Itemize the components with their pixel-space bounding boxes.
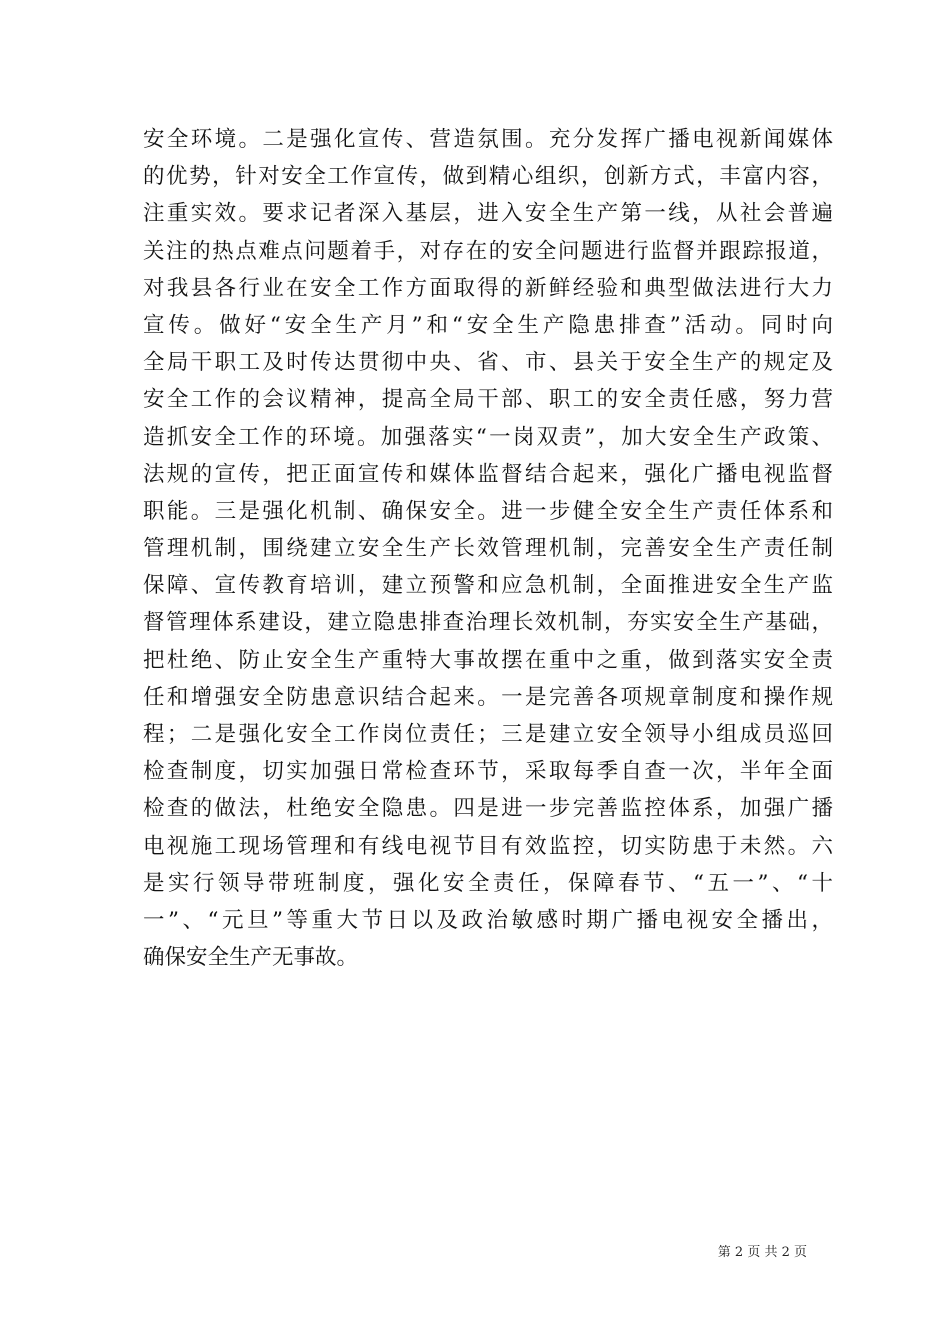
text-line: 宣传。做好“安全生产月”和“安全生产隐患排查”活动。同时向 — [143, 312, 833, 338]
text-line: 法规的宣传，把正面宣传和媒体监督结合起来，强化广播电视监督 — [143, 461, 833, 487]
text-line: 电视施工现场管理和有线电视节目有效监控，切实防患于未然。六 — [143, 833, 833, 859]
text-line: 安全环境。二是强化宣传、营造氛围。充分发挥广播电视新闻媒体 — [143, 127, 833, 152]
text-line: 造抓安全工作的环境。加强落实“一岗双责”，加大安全生产政策、 — [143, 424, 833, 450]
text-line: 全局干职工及时传达贯彻中央、省、市、县关于安全生产的规定及 — [143, 350, 833, 376]
text-line: 检查制度，切实加强日常检查环节，采取每季自查一次，半年全面 — [143, 759, 833, 785]
text-line: 程；二是强化安全工作岗位责任；三是建立安全领导小组成员巡回 — [143, 722, 833, 747]
text-line: 职能。三是强化机制、确保安全。进一步健全安全生产责任体系和 — [143, 498, 833, 524]
text-line: 督管理体系建设，建立隐患排查治理长效机制，夯实安全生产基础， — [143, 610, 833, 636]
body-paragraph — [143, 121, 833, 976]
text-line: 检查的做法，杜绝安全隐患。四是进一步完善监控体系，加强广播 — [143, 796, 833, 822]
text-line: 把杜绝、防止安全生产重特大事故摆在重中之重，做到落实安全责 — [143, 647, 833, 673]
text-line: 注重实效。要求记者深入基层，进入安全生产第一线，从社会普遍 — [143, 201, 833, 227]
text-line: 管理机制，围绕建立安全生产长效管理机制，完善安全生产责任制 — [143, 536, 833, 562]
text-line: 一”、“元旦”等重大节日以及政治敏感时期广播电视安全播出， — [143, 907, 833, 933]
page-number-footer: 第 2 页 共 2 页 — [717, 1245, 807, 1260]
text-line: 确保安全生产无事故。 — [143, 945, 359, 971]
text-line: 任和增强安全防患意识结合起来。一是完善各项规章制度和操作规 — [143, 684, 833, 710]
text-line: 是实行领导带班制度，强化安全责任，保障春节、“五一”、“十 — [143, 870, 833, 896]
text-line: 对我县各行业在安全工作方面取得的新鲜经验和典型做法进行大力 — [143, 275, 833, 301]
text-line: 保障、宣传教育培训，建立预警和应急机制，全面推进安全生产监 — [143, 573, 833, 599]
text-line: 关注的热点难点问题着手，对存在的安全问题进行监督并跟踪报道， — [143, 238, 833, 264]
text-line: 安全工作的会议精神，提高全局干部、职工的安全责任感，努力营 — [143, 387, 833, 413]
text-line: 的优势，针对安全工作宣传，做到精心组织，创新方式，丰富内容， — [143, 164, 833, 190]
